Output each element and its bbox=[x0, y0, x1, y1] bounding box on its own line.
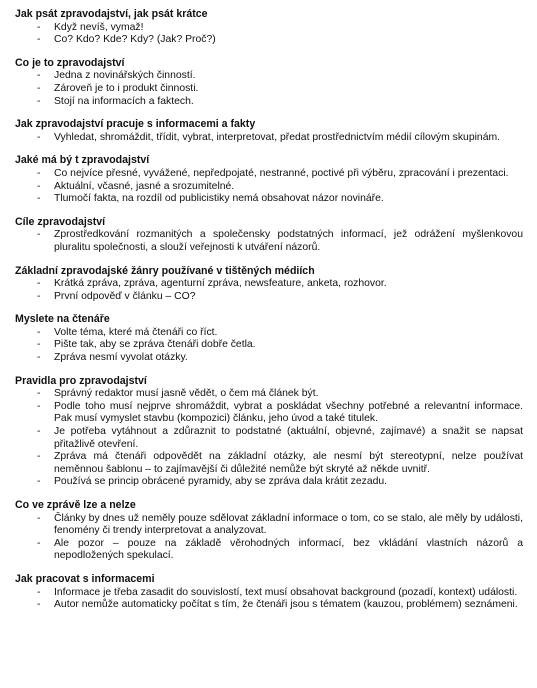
bullet-item: - Používá se princip obrácené pyramidy, aby se zpráva dala krátit zezadu. bbox=[0, 476, 537, 489]
document-section bbox=[0, 265, 537, 304]
section-heading: Základní zpravodajské žánry používané v tištěných médiích bbox=[15, 264, 315, 277]
section-heading: Jak zpravodajství pracuje s informacemi a fakty bbox=[15, 118, 256, 131]
section-heading: Myslete na čtenáře bbox=[15, 313, 110, 326]
document-section bbox=[0, 313, 537, 364]
bullet-item: - První odpověď v článku – CO? bbox=[0, 291, 537, 304]
bullet-list bbox=[0, 168, 537, 206]
section-heading: Co je to zpravodajství bbox=[15, 56, 125, 69]
bullet-item: - Pište tak, aby se zpráva čtenáři dobře četla. bbox=[0, 339, 537, 352]
bullet-item: - Zprostředkování rozmanitých a společensky podstatných informací, jež odrážení myšlenkovou pluralitu společnosti, a slouží veřejnosti k utváření názorů. bbox=[0, 229, 537, 254]
bullet-item: - Podle toho musí nejprve shromáždit, vybrat a poskládat všechny potřebné a relevantní informace. Pak musí vymyslet stavbu (kompozici) článku, jeho úvod a také titulek. bbox=[0, 401, 537, 426]
bullet-item: - Zpráva nesmí vyvolat otázky. bbox=[0, 352, 537, 365]
bullet-item: - Zároveň je to i produkt činnosti. bbox=[0, 83, 537, 96]
bullet-list bbox=[0, 132, 537, 145]
section-heading: Pravidla pro zpravodajství bbox=[15, 374, 147, 387]
bullet-item: - Jedna z novinářských činností. bbox=[0, 70, 537, 83]
bullet-list bbox=[0, 587, 537, 612]
section-heading: Cíle zpravodajství bbox=[15, 215, 106, 228]
section-heading: Jaké má bý t zpravodajství bbox=[15, 154, 150, 167]
section-heading: Jak psát zpravodajství, jak psát krátce bbox=[15, 8, 208, 20]
bullet-list bbox=[0, 229, 537, 254]
section-heading: Co ve zprávě lze a nelze bbox=[15, 499, 136, 511]
bullet-list bbox=[0, 513, 537, 563]
bullet-item: - Vyhledat, shromáždit, třídit, vybrat, interpretovat, předat prostřednictvím médií cílovým skupinám. bbox=[0, 132, 537, 145]
bullet-item: - Aktuální, včasné, jasné a srozumitelné. bbox=[0, 181, 537, 194]
bullet-item: - Je potřeba vytáhnout a zdůraznit to podstatné (aktuální, objevné, zajímavé) a snažit se napsat přitažlivě otevření. bbox=[0, 426, 537, 451]
bullet-item: - Zpráva má čtenáři odpovědět na základní otázky, ale nesmí být stereotypní, nelze používat neměnnou šablonu – to zajímavější či důležité nemůže být skryté až někde uvnitř. bbox=[0, 451, 537, 476]
bullet-item: - Ale pozor – pouze na základě věrohodných informací, bez vkládání vlastních názorů a nepodložených spekulací. bbox=[0, 538, 537, 563]
bullet-item: - Správný redaktor musí jasně vědět, o čem má článek být. bbox=[0, 388, 537, 401]
document-section bbox=[0, 375, 537, 489]
document-section bbox=[0, 216, 537, 255]
document-section bbox=[0, 118, 537, 144]
document-section bbox=[0, 57, 537, 108]
bullet-item: - Stojí na informacích a faktech. bbox=[0, 96, 537, 109]
bullet-list bbox=[0, 70, 537, 108]
bullet-list bbox=[0, 22, 537, 47]
section-heading: Jak pracovat s informacemi bbox=[15, 572, 155, 585]
bullet-item: - Volte téma, které má čtenáři co říct. bbox=[0, 327, 537, 340]
bullet-list bbox=[0, 327, 537, 365]
bullet-item: - Informace je třeba zasadit do souvislostí, text musí obsahovat background (pozadí, kontext) události. bbox=[0, 587, 537, 600]
bullet-list bbox=[0, 278, 537, 303]
bullet-item: - Krátká zpráva, zpráva, agenturní zpráva, newsfeature, anketa, rozhovor. bbox=[0, 278, 537, 291]
document-section bbox=[0, 573, 537, 612]
document-section bbox=[0, 499, 537, 563]
bullet-item: - Když nevíš, vymaž! bbox=[0, 22, 537, 35]
document-section bbox=[0, 154, 537, 205]
bullet-item: - Tlumočí fakta, na rozdíl od publicistiky nemá obsahovat názor novináře. bbox=[0, 193, 537, 206]
bullet-item: - Co? Kdo? Kde? Kdy? (Jak? Proč?) bbox=[0, 34, 537, 47]
bullet-item: - Co nejvíce přesné, vyvážené, nepředpojaté, nestranné, poctivé při výběru, zpracování i prezentaci. bbox=[0, 168, 537, 181]
bullet-list bbox=[0, 388, 537, 489]
bullet-item: - Články by dnes už neměly pouze sdělovat základní informace o tom, co se stalo, ale měly by události, fenomény či trendy interpretovat a analyzovat. bbox=[0, 513, 537, 538]
bullet-item: - Autor nemůže automaticky počítat s tím, že čtenáři jsou s tématem (kauzou, problémem) seznámeni. bbox=[0, 599, 537, 612]
document-section bbox=[0, 8, 537, 47]
